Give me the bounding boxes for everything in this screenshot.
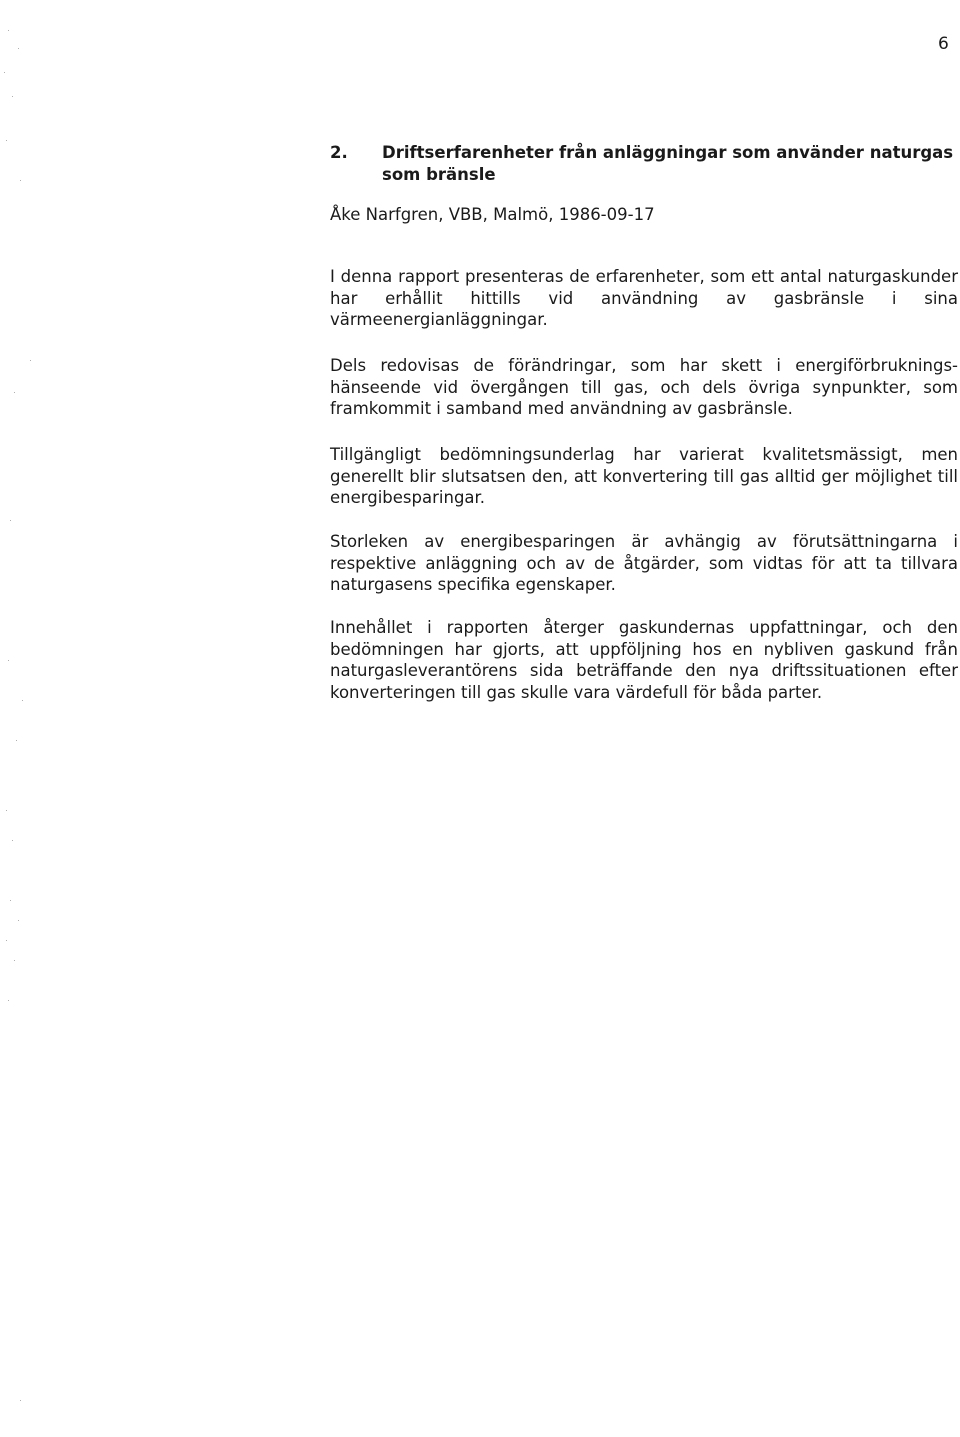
paragraph-2: Dels redovisas de förändringar, som har skett i energiförbruknings-hänseende vid övergången till gas, och dels övriga synpunkter, som framkommit i samband med användning av gasbränsle.	[330, 356, 958, 418]
page-number: 6	[938, 34, 949, 54]
paragraph-3: Tillgängligt bedömningsunderlag har varierat kvalitetsmässigt, men generellt blir slutsatsen den, att konvertering till gas alltid ger möjlighet till energibesparingar.	[330, 445, 958, 507]
section-number: 2.	[330, 143, 348, 162]
paragraph-5: Innehållet i rapporten återger gaskundernas uppfattningar, och den bedömningen har gjorts, att uppföljning hos en nybliven gaskund från naturgasleverantörens sida beträffande den nya driftssituationen efter konverteringen till gas skulle vara värdefull för båda parter.	[330, 618, 958, 702]
section-title: Driftserfarenheter från anläggningar som använder naturgas som bränsle	[382, 143, 954, 184]
paragraph-1: I denna rapport presenteras de erfarenheter, som ett antal naturgaskunder har erhållit hittills vid användning av gasbränsle i sina värmeenergianläggningar.	[330, 267, 958, 329]
author-byline: Åke Narfgren, VBB, Malmö, 1986-09-17	[330, 205, 655, 224]
section-heading	[330, 142, 955, 186]
paragraph-4: Storleken av energibesparingen är avhängig av förutsättningarna i respektive anläggning och av de åtgärder, som vidtas för att ta tillvara naturgasens specifika egenskaper.	[330, 532, 958, 594]
